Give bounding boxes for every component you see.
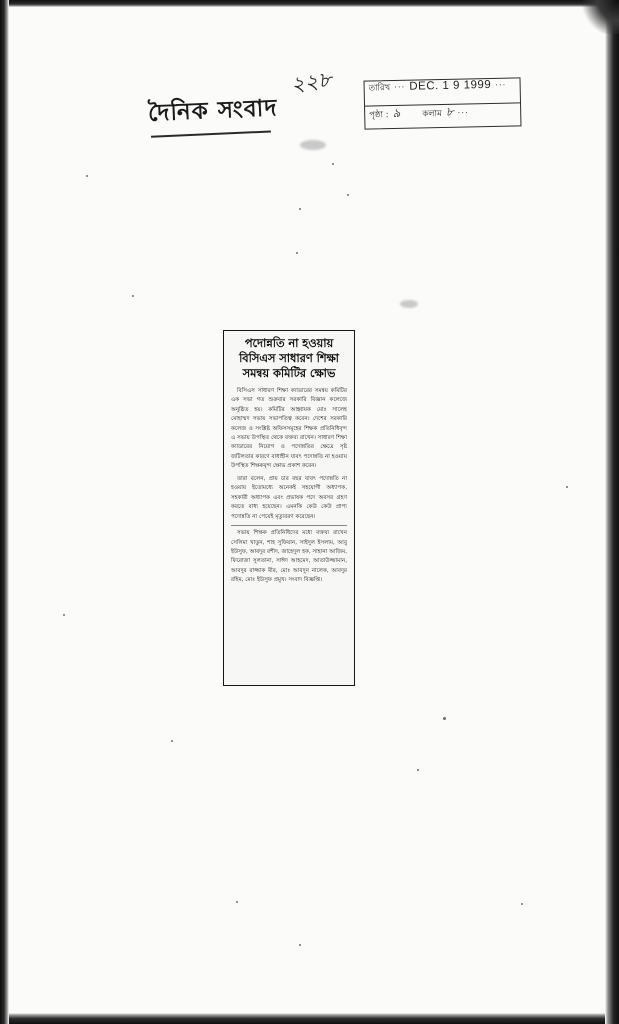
scan-speck (417, 769, 419, 771)
handwritten-page-number: ২২৮ (289, 66, 334, 98)
newspaper-clipping (223, 330, 355, 686)
stamp-date-row (365, 78, 520, 105)
scan-edge-left (0, 0, 9, 1024)
scan-speck (132, 295, 134, 297)
scan-edge-right (605, 0, 619, 1024)
scan-speck (347, 194, 349, 196)
scan-speck (296, 252, 298, 254)
stamp-column-trailing-dots: ··· (457, 107, 469, 119)
scan-speck (521, 903, 523, 905)
stamp-date-value: DEC. 1 9 1999 (409, 78, 492, 93)
scan-speck (443, 717, 446, 720)
scan-speck (236, 901, 238, 903)
scan-edge-top (0, 0, 619, 7)
scan-speck (332, 163, 334, 165)
clipping-headline (231, 337, 347, 382)
newspaper-masthead: দৈনিক সংবাদ (147, 89, 278, 134)
archive-stamp-box (364, 77, 522, 129)
stamp-column-label: কলাম (422, 108, 442, 119)
stamp-column-value: ৮ (445, 104, 454, 119)
scan-corner-top-right (579, 0, 619, 34)
scan-smudge (400, 300, 418, 308)
stamp-date-label: তারিখ (368, 83, 391, 94)
stamp-page-column-row (365, 102, 520, 129)
stamp-date-dots: ··· (394, 82, 406, 94)
scan-speck (171, 740, 173, 742)
headline-line-2: বিসিএস সাধারণ শিক্ষা (239, 351, 339, 365)
clipping-paragraph: বিসিএস সাধারণ শিক্ষা ক্যাডারের সমন্বয় কমিটির এক সভা গত শুক্রবার সরকারি বিজ্ঞান কলেজে অনুষ্ঠিত হয়। কমিটির আহ্বায়ক মোঃ সালেহ মোহাম্মদ সভায় সভাপতিত্ব করেন। দেশের সরকারি কলেজ ও সংশ্লিষ্ট অফিসসমূহের শিক্ষক প্রতিনিধিবৃন্দ এ সভায় উপস্থিত থেকে বক্তব্য রাখেন। সাধারণ শিক্ষা ক্যাডারের নিয়োগ ও পদোন্নতির ক্ষেত্রে সৃষ্ট জটিলতার কারণে বাধাহীন যাবৎ পদোন্নতি না হওয়ায় উপস্থিত শিক্ষকবৃন্দ ক্ষোভ প্রকাশ করেন। (231, 387, 347, 470)
clipping-paragraph: তারা বলেন, প্রায় চার বছর যাবৎ পদোন্নতি না হওয়ায় ইতোমধ্যে অনেকই সহযোগী অধ্যাপক, সহকারী অধ্যাপক এবং প্রভাষক পদে অবসর গ্রহণ করতে বাধ্য হয়েছেন। এমনকি কেউ কেউ প্রাপ্য পদোন্নতি না পেয়েই মৃত্যুবরণ করেছেন। (231, 475, 347, 520)
scan-edge-bottom (0, 1013, 619, 1024)
headline-line-1: পদোন্নতি না হওয়ায় (244, 337, 334, 350)
stamp-page-value: ৯ (392, 105, 401, 120)
scan-speck (63, 614, 65, 616)
scan-speck (299, 944, 301, 946)
clipping-rule (231, 525, 347, 526)
stamp-date-trailing-dots: ··· (495, 80, 507, 91)
scan-smudge (300, 140, 326, 150)
scan-speck (299, 208, 301, 210)
clipping-paragraph: সভায় শিক্ষক প্রতিনিধিদের মধ্যে বক্তব্য রাখেন সেলিমা খাতুন, শাহ সুফিয়ান, সাইদুল ইসলাম, আবু ইউসুফ, আবদুর রশীদ, জাহেদুল হক, সাহানা আজিম, ফিরোজা সুলতানা, সাঈদ আহমেদ, আতাউজ্জামান, আবদুর রাজ্জাক মীর, মোঃ আবদুন নালেক, আবদুর রহিম, মোঃ ইউসুফ প্রমুখ। সংবাদ বিজ্ঞপ্তি। (231, 530, 347, 584)
stamp-page-label: পৃষ্ঠা : (369, 109, 389, 121)
clipping-body (231, 387, 347, 586)
headline-line-3: সমন্বয় কমিটির ক্ষোভ (242, 366, 336, 380)
scan-speck (86, 175, 88, 177)
scan-speck (566, 486, 568, 488)
